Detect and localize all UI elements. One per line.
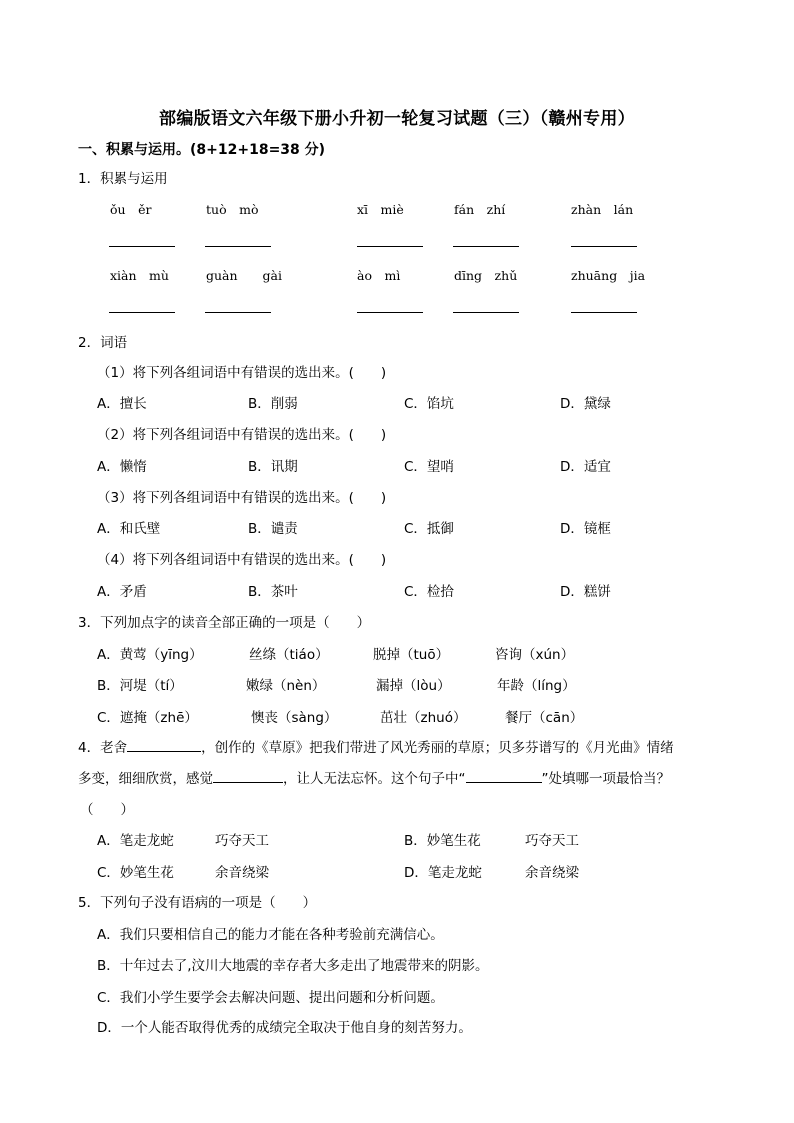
pinyin-ding-zhu: dīng zhǔ bbox=[454, 268, 518, 283]
reading-item: 咨询（xún） bbox=[495, 647, 575, 663]
option-d[interactable]: D．镜框 bbox=[560, 521, 611, 537]
answer-blank[interactable] bbox=[213, 768, 283, 783]
answer-blank[interactable] bbox=[205, 312, 271, 313]
option-a[interactable]: A．笔走龙蛇 bbox=[97, 833, 174, 849]
pinyin-zhan-lan: zhàn lán bbox=[571, 202, 634, 217]
answer-blank[interactable] bbox=[453, 246, 519, 247]
option-a[interactable]: A．黄莺（yīng） bbox=[97, 647, 203, 663]
option-a-part2: 巧夺天工 bbox=[215, 833, 269, 849]
option-b[interactable]: B．河堤（tí） bbox=[97, 678, 183, 694]
option-a[interactable]: A．懒惰 bbox=[97, 459, 147, 475]
question-4-text: ”处填哪一项最恰当？ bbox=[541, 771, 670, 787]
option-d[interactable]: D．笔走龙蛇 bbox=[404, 865, 482, 881]
option-b[interactable]: B．谴责 bbox=[248, 521, 298, 537]
question-3-stem: 3．下列加点字的读音全部正确的一项是（ ） bbox=[78, 615, 371, 631]
answer-blank[interactable] bbox=[571, 246, 637, 247]
reading-item: 年龄（líng） bbox=[497, 678, 576, 694]
option-a[interactable]: A．擅长 bbox=[97, 396, 147, 412]
answer-blank[interactable] bbox=[127, 737, 201, 752]
reading-item: 茁壮（zhuó） bbox=[380, 710, 467, 726]
option-d-part2: 余音绕梁 bbox=[525, 865, 579, 881]
question-4-text: ，让人无法忘怀。这个句子中“ bbox=[283, 771, 466, 787]
answer-blank[interactable] bbox=[466, 768, 542, 783]
option-d[interactable]: D．一个人能否取得优秀的成绩完全取决于他自身的刻苦努力。 bbox=[97, 1020, 472, 1036]
question-4-text: 多变，细细欣赏，感觉 bbox=[78, 771, 213, 787]
pinyin-xi-mie: xī miè bbox=[357, 202, 404, 217]
pinyin-guan-gai: guàn gài bbox=[206, 268, 283, 283]
question-2-4-stem: （4）将下列各组词语中有错误的选出来。( ) bbox=[97, 552, 387, 568]
option-d[interactable]: D．适宜 bbox=[560, 459, 611, 475]
answer-paren: （ ） bbox=[80, 802, 134, 818]
question-4-text: ，创作的《草原》把我们带进了风光秀丽的草原；贝多芬谱写的《月光曲》情绪 bbox=[201, 740, 674, 756]
pinyin-tuo-mo: tuò mò bbox=[206, 202, 259, 217]
answer-blank[interactable] bbox=[571, 312, 637, 313]
option-a[interactable]: A．矛盾 bbox=[97, 584, 147, 600]
option-c[interactable]: C．遮掩（zhē） bbox=[97, 710, 198, 726]
answer-blank[interactable] bbox=[357, 246, 423, 247]
reading-item: 丝绦（tiáo） bbox=[249, 647, 329, 663]
answer-blank[interactable] bbox=[357, 312, 423, 313]
question-5-stem: 5．下列句子没有语病的一项是（ ） bbox=[78, 895, 317, 911]
answer-blank[interactable] bbox=[205, 246, 271, 247]
section-heading: 一、积累与运用。(8+12+18=38 分) bbox=[78, 142, 326, 158]
reading-item: 餐厅（cān） bbox=[505, 710, 584, 726]
question-4-line2 bbox=[78, 767, 670, 787]
answer-blank[interactable] bbox=[109, 312, 175, 313]
option-c[interactable]: C．检拾 bbox=[404, 584, 454, 600]
option-b[interactable]: B．讯期 bbox=[248, 459, 298, 475]
option-d[interactable]: D．糕饼 bbox=[560, 584, 611, 600]
question-2-1-stem: （1）将下列各组词语中有错误的选出来。( ) bbox=[97, 365, 387, 381]
pinyin-fan-zhi: fán zhí bbox=[454, 202, 506, 217]
question-1-label: 1．积累与运用 bbox=[78, 171, 168, 187]
option-c[interactable]: C．妙笔生花 bbox=[97, 865, 174, 881]
question-4-text: 4．老舍 bbox=[78, 740, 128, 756]
option-c[interactable]: C．抵御 bbox=[404, 521, 454, 537]
reading-item: 嫩绿（nèn） bbox=[246, 678, 326, 694]
option-b[interactable]: B．削弱 bbox=[248, 396, 298, 412]
option-c[interactable]: C．我们小学生要学会去解决问题、提出问题和分析问题。 bbox=[97, 990, 444, 1006]
answer-blank[interactable] bbox=[109, 246, 175, 247]
question-2-3-stem: （3）将下列各组词语中有错误的选出来。( ) bbox=[97, 490, 387, 506]
pinyin-xian-mu: xiàn mù bbox=[110, 268, 169, 283]
pinyin-zhuang-jia: zhuāng jia bbox=[571, 268, 646, 283]
option-c[interactable]: C．馅坑 bbox=[404, 396, 454, 412]
pinyin-ou-er: ǒu ěr bbox=[110, 202, 152, 217]
page-title: 部编版语文六年级下册小升初一轮复习试题（三）（赣州专用） bbox=[159, 109, 635, 129]
answer-blank[interactable] bbox=[453, 312, 519, 313]
option-a[interactable]: A．和氏壁 bbox=[97, 521, 161, 537]
question-2-2-stem: （2）将下列各组词语中有错误的选出来。( ) bbox=[97, 427, 387, 443]
option-c[interactable]: C．望哨 bbox=[404, 459, 454, 475]
option-c-part2: 余音绕梁 bbox=[215, 865, 269, 881]
option-a[interactable]: A．我们只要相信自己的能力才能在各种考验前充满信心。 bbox=[97, 927, 444, 943]
option-b[interactable]: B．十年过去了,汶川大地震的幸存者大多走出了地震带来的阴影。 bbox=[97, 958, 489, 974]
pinyin-ao-mi: ào mì bbox=[357, 268, 401, 283]
option-b[interactable]: B．茶叶 bbox=[248, 584, 298, 600]
option-b-part2: 巧夺天工 bbox=[525, 833, 579, 849]
reading-item: 漏掉（lòu） bbox=[376, 678, 451, 694]
reading-item: 脱掉（tuō） bbox=[373, 647, 450, 663]
reading-item: 懊丧（sàng） bbox=[251, 710, 338, 726]
question-4-line1 bbox=[78, 736, 674, 756]
option-d[interactable]: D．黛绿 bbox=[560, 396, 611, 412]
option-b[interactable]: B．妙笔生花 bbox=[404, 833, 481, 849]
question-2-label: 2．词语 bbox=[78, 335, 128, 351]
